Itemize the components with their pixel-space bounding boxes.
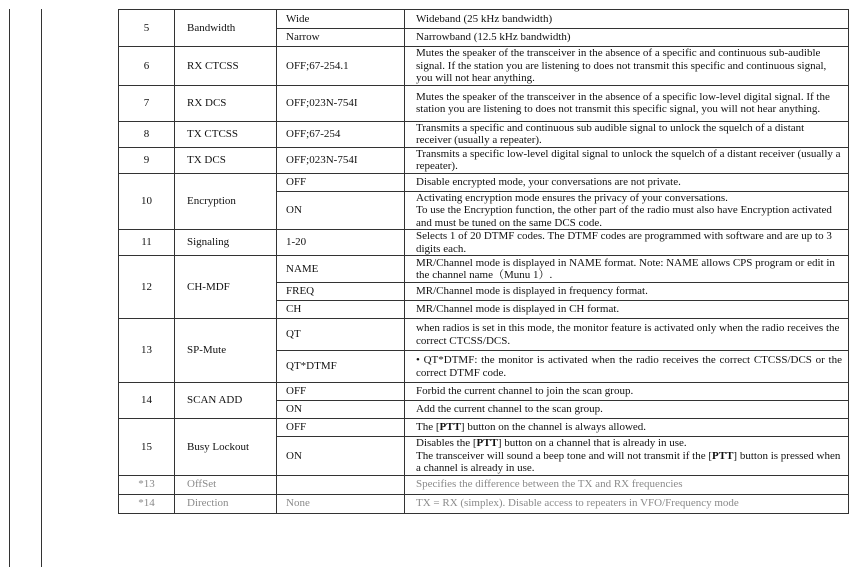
option-value: None <box>277 494 405 513</box>
menu-number: 9 <box>119 147 175 173</box>
table-row <box>119 173 849 191</box>
option-value <box>277 475 405 494</box>
table-row <box>119 319 849 351</box>
description-text: Transmits a specific low-level digital signal to unlock the squelch of a distant receiver (usually a repeater). <box>416 147 841 172</box>
menu-name: CH-MDF <box>175 256 277 319</box>
menu-number: 5 <box>119 10 175 47</box>
description-text: Transmits a specific and continuous sub audible signal to unlock the squelch of a distant receiver (usually a repeater). <box>416 121 805 146</box>
table-row <box>119 475 849 494</box>
menu-name: SCAN ADD <box>175 383 277 419</box>
description-text: Mutes the speaker of the transceiver in the absence of a specific and continuous sub-audible signal. If the station you are listening to does not transmit this specific and continuous signal, you will not hear anything. <box>416 47 827 84</box>
table-row <box>119 10 849 29</box>
menu-name: Busy Lockout <box>175 419 277 476</box>
option-description <box>405 191 849 230</box>
option-description <box>405 494 849 513</box>
description-text: ] button on the channel is always allowed. <box>460 421 647 434</box>
option-value: OFF;023N-754I <box>277 85 405 121</box>
option-description <box>405 47 849 86</box>
description-text: MR/Channel mode is displayed in NAME format. Note: NAME allows CPS program or edit in the channel name（Munu 1）. <box>416 256 835 281</box>
menu-name: Encryption <box>175 173 277 230</box>
option-description <box>405 85 849 121</box>
table-row <box>119 383 849 401</box>
menu-number: 7 <box>119 85 175 121</box>
description-text: when radios is set in this mode, the monitor feature is activated only when the radio receives the correct CTCSS/DCS. <box>416 322 840 347</box>
menu-name: RX CTCSS <box>175 47 277 86</box>
table-row <box>119 121 849 147</box>
menu-settings-table <box>118 9 849 514</box>
description-text: Disable encrypted mode, your conversations are not private. <box>416 175 681 188</box>
ptt-key-label: PTT <box>439 421 461 434</box>
menu-number: 6 <box>119 47 175 86</box>
option-description <box>405 351 849 383</box>
menu-settings-table-body <box>119 10 849 514</box>
menu-name: SP-Mute <box>175 319 277 383</box>
description-text: Forbid the current channel to join the scan group. <box>416 385 634 398</box>
menu-number: 10 <box>119 173 175 230</box>
menu-number: 11 <box>119 230 175 256</box>
table-row <box>119 230 849 256</box>
option-description <box>405 383 849 401</box>
description-text: The transceiver will sound a beep tone and will not transmit if the [ <box>416 449 713 462</box>
table-row <box>119 47 849 86</box>
option-description <box>405 437 849 476</box>
description-text: Add the current channel to the scan group. <box>416 403 603 416</box>
menu-name: RX DCS <box>175 85 277 121</box>
description-text: MR/Channel mode is displayed in CH format. <box>416 303 620 316</box>
description-text: Mutes the speaker of the transceiver in the absence of a specific low-level digital signal. If the station you are listening to does not transmit this specific signal, you will not hear anything. <box>416 90 830 115</box>
option-value: Wide <box>277 10 405 29</box>
menu-number: *14 <box>119 494 175 513</box>
description-text: The [ <box>416 421 440 434</box>
option-value: ON <box>277 191 405 230</box>
description-text: To use the Encryption function, the other part of the radio must also have Encryption activated and must be tuned on the same DCS code. <box>416 204 832 229</box>
menu-number: 15 <box>119 419 175 476</box>
table-row <box>119 419 849 437</box>
description-text: ] button is pressed when a channel is already in use. <box>416 449 841 474</box>
option-description <box>405 29 849 47</box>
option-value: Narrow <box>277 29 405 47</box>
menu-name: Bandwidth <box>175 10 277 47</box>
option-value: OFF <box>277 173 405 191</box>
left-margin-line-2 <box>41 9 42 567</box>
menu-name: TX CTCSS <box>175 121 277 147</box>
description-text: MR/Channel mode is displayed in frequency format. <box>416 285 648 298</box>
option-description <box>405 147 849 173</box>
menu-name: Direction <box>175 494 277 513</box>
option-description <box>405 121 849 147</box>
menu-number: 14 <box>119 383 175 419</box>
ptt-key-label: PTT <box>712 449 734 462</box>
option-description <box>405 173 849 191</box>
menu-number: 12 <box>119 256 175 319</box>
option-value: OFF;023N-754I <box>277 147 405 173</box>
description-text: Selects 1 of 20 DTMF codes. The DTMF codes are programmed with software and are up to 3 digits each. <box>416 230 832 255</box>
option-value: QT*DTMF <box>277 351 405 383</box>
table-row <box>119 147 849 173</box>
description-text: TX = RX (simplex). Disable access to repeaters in VFO/Frequency mode <box>416 497 739 510</box>
description-text: Activating encryption mode ensures the privacy of your conversations. <box>416 191 728 204</box>
option-value: CH <box>277 301 405 319</box>
description-text: Specifies the difference between the TX and RX frequencies <box>416 478 683 491</box>
option-description <box>405 230 849 256</box>
option-description <box>405 475 849 494</box>
menu-name: TX DCS <box>175 147 277 173</box>
option-value: OFF;67-254 <box>277 121 405 147</box>
menu-number: 13 <box>119 319 175 383</box>
option-description <box>405 10 849 29</box>
description-text: Disables the [ <box>416 437 477 449</box>
option-value: OFF;67-254.1 <box>277 47 405 86</box>
option-description <box>405 401 849 419</box>
description-text: ] button on a channel that is already in use. <box>497 437 687 449</box>
menu-number: *13 <box>119 475 175 494</box>
option-value: NAME <box>277 256 405 283</box>
option-value: OFF <box>277 383 405 401</box>
option-value: 1-20 <box>277 230 405 256</box>
description-text: • QT*DTMF: the monitor is activated when the radio receives the correct CTCSS/DCS or the correct DTMF code. <box>416 354 842 379</box>
left-margin-line-1 <box>9 9 10 567</box>
option-value: OFF <box>277 419 405 437</box>
menu-name: OffSet <box>175 475 277 494</box>
option-description <box>405 319 849 351</box>
table-row <box>119 85 849 121</box>
option-value: FREQ <box>277 283 405 301</box>
ptt-key-label: PTT <box>476 437 498 449</box>
option-description <box>405 283 849 301</box>
option-description <box>405 419 849 437</box>
table-row <box>119 256 849 283</box>
table-row <box>119 494 849 513</box>
menu-number: 8 <box>119 121 175 147</box>
description-text: Narrowband (12.5 kHz bandwidth) <box>416 31 571 44</box>
option-value: ON <box>277 401 405 419</box>
description-text: Wideband (25 kHz bandwidth) <box>416 12 553 25</box>
option-value: ON <box>277 437 405 476</box>
option-value: QT <box>277 319 405 351</box>
option-description <box>405 256 849 283</box>
option-description <box>405 301 849 319</box>
menu-name: Signaling <box>175 230 277 256</box>
